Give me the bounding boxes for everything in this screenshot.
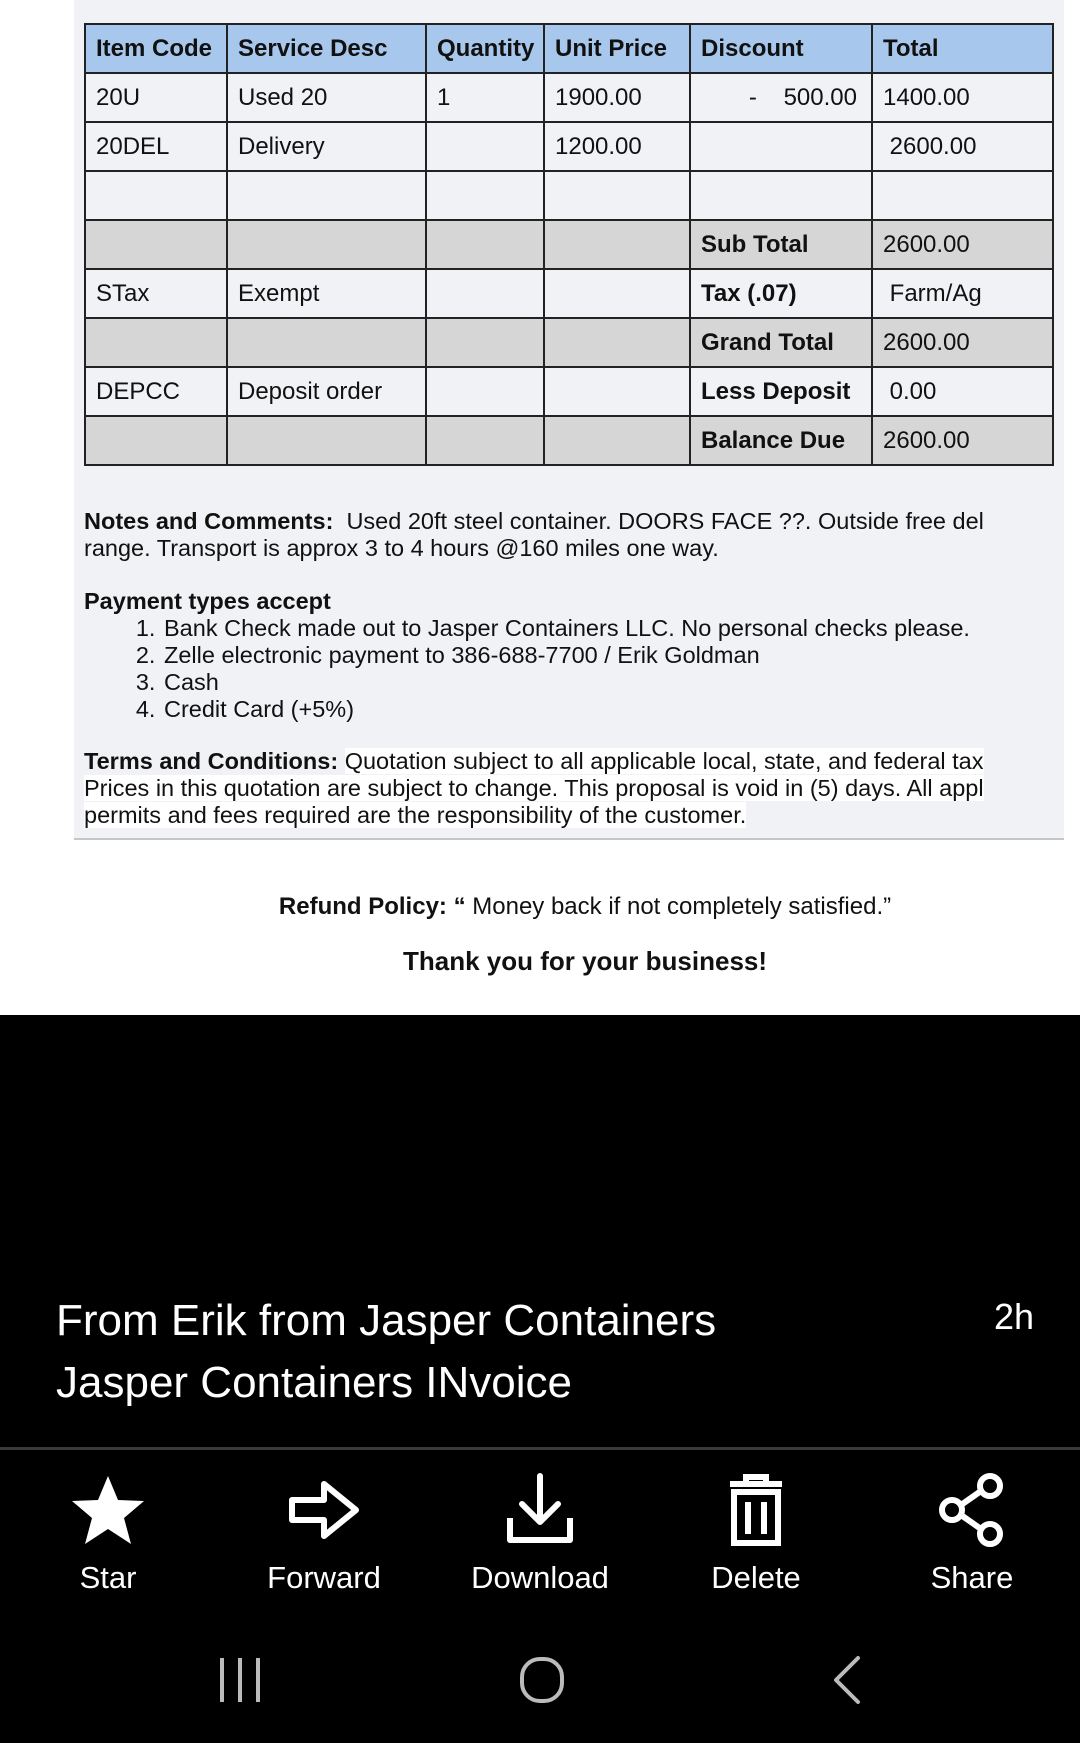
table-cell [544,269,690,318]
table-cell [690,122,872,171]
star-label: Star [79,1560,137,1595]
table-row [85,73,1053,122]
table-cell [544,318,690,367]
message-info [56,1290,716,1414]
thank-you-text: Thank you for your business! [402,946,768,976]
col-header-quantity: Quantity [426,24,544,73]
message-time: 2h [993,1296,1034,1337]
table-cell: Exempt [227,269,426,318]
table-cell: Delivery [227,122,426,171]
payment-item: 3. Cash [162,669,1074,696]
table-cell: 20DEL [85,122,227,171]
message-sender: From Erik from Jasper Containers [56,1296,717,1345]
payment-item: 1. Bank Check made out to Jasper Containers LLC. No personal checks please. [162,615,1074,642]
table-cell [544,367,690,416]
table-cell [227,171,426,220]
table-row [85,122,1053,171]
table-cell: 1 [426,73,544,122]
table-cell [544,171,690,220]
grand-total-label: Grand Total [690,318,872,367]
table-cell [85,171,227,220]
download-label: Download [471,1560,609,1595]
subtotal-label: Sub Total [690,220,872,269]
table-cell [544,416,690,465]
delete-label: Delete [711,1560,801,1595]
payment-title: Payment types accept [84,588,331,614]
table-cell [227,318,426,367]
table-cell: Used 20 [227,73,426,122]
tax-label: Tax (.07) [690,269,872,318]
table-cell: 20U [85,73,227,122]
payment-list [84,615,1074,723]
grand-total-value: 2600.00 [872,318,1053,367]
home-icon[interactable] [502,1640,582,1720]
trash-icon [716,1470,796,1550]
table-cell [85,416,227,465]
terms-section [84,748,1074,829]
forward-button[interactable] [224,1470,424,1596]
less-deposit-value: 0.00 [872,367,1053,416]
table-cell: DEPCC [85,367,227,416]
table-cell [544,220,690,269]
table-cell [872,171,1053,220]
terms-label: Terms and Conditions: [84,748,339,774]
table-row [85,269,1053,318]
divider [0,1447,1080,1450]
tax-value: Farm/Ag [872,269,1053,318]
forward-arrow-icon [284,1470,364,1550]
balance-due-label: Balance Due [690,416,872,465]
table-cell: 2600.00 [872,122,1053,171]
download-button[interactable] [440,1470,640,1596]
invoice-table [84,23,1054,466]
terms-text: Quotation subject to all applicable local, state, and federal tax [344,748,984,774]
star-button[interactable] [8,1470,208,1596]
share-icon [932,1470,1012,1550]
table-cell [426,171,544,220]
table-cell: STax [85,269,227,318]
table-cell [426,220,544,269]
invoice-header-row [85,24,1053,73]
table-cell [85,318,227,367]
payment-section [84,588,1074,723]
col-header-service-desc: Service Desc [227,24,426,73]
table-row [85,171,1053,220]
share-button[interactable] [872,1470,1072,1596]
table-cell: Deposit order [227,367,426,416]
table-cell [690,171,872,220]
col-header-item-code: Item Code [85,24,227,73]
col-header-unit-price: Unit Price [544,24,690,73]
notes-text-line-2: range. Transport is approx 3 to 4 hours @160 miles one way. [84,535,719,561]
notes-section [84,508,1074,562]
delete-button[interactable] [656,1470,856,1596]
col-header-discount: Discount [690,24,872,73]
back-icon[interactable] [806,1640,886,1720]
payment-item: 2. Zelle electronic payment to 386-688-7700 / Erik Goldman [162,642,1074,669]
refund-text: Money back if not completely satisfied.” [472,893,892,920]
table-cell [85,220,227,269]
table-cell [426,367,544,416]
table-cell [426,122,544,171]
terms-text: permits and fees required are the responsibility of the customer. [84,802,747,828]
terms-text: Prices in this quotation are subject to change. This proposal is void in (5) days. All appl [84,775,984,801]
star-icon [68,1470,148,1550]
table-cell [426,416,544,465]
table-row [85,416,1053,465]
message-subject: Jasper Containers INvoice [56,1358,573,1407]
table-cell: - 500.00 [690,73,872,122]
table-row [85,367,1053,416]
table-cell: 1900.00 [544,73,690,122]
table-cell: 1200.00 [544,122,690,171]
notes-label: Notes and Comments: [84,508,334,534]
payment-item: 4. Credit Card (+5%) [162,696,1074,723]
forward-label: Forward [267,1560,381,1595]
download-icon [500,1470,580,1550]
table-cell [426,269,544,318]
balance-due-value: 2600.00 [872,416,1053,465]
subtotal-value: 2600.00 [872,220,1053,269]
recent-apps-icon[interactable] [200,1640,280,1720]
table-cell [227,416,426,465]
col-header-total: Total [872,24,1053,73]
share-label: Share [930,1560,1014,1595]
table-cell [227,220,426,269]
table-row [85,318,1053,367]
less-deposit-label: Less Deposit [690,367,872,416]
refund-policy [0,893,1080,921]
refund-label: Refund Policy: “ [278,893,466,920]
table-cell [426,318,544,367]
notes-text: Used 20ft steel container. DOORS FACE ??. Outside free del [346,508,984,534]
table-row [85,220,1053,269]
table-cell: 1400.00 [872,73,1053,122]
